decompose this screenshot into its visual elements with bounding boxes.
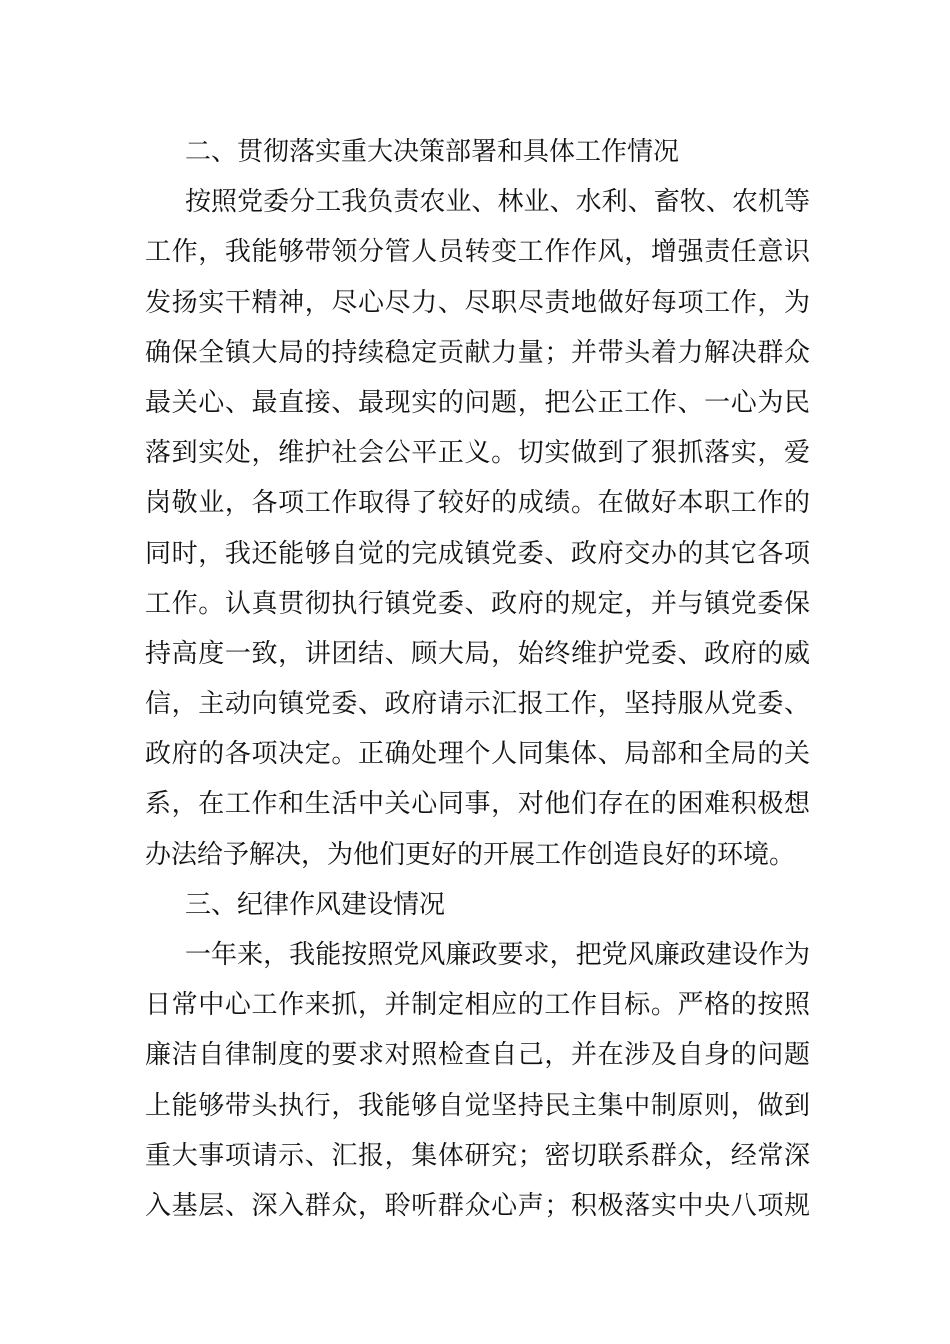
text-line: 信，主动向镇党委、政府请示汇报工作，坚持服从党委、 (145, 689, 810, 720)
text-line: 落到实处，维护社会公平正义。切实做到了狠抓落实，爱 (145, 438, 810, 469)
text-line: 最关心、最直接、最现实的问题，把公正工作、一心为民 (145, 387, 810, 418)
text-line: 同时，我还能够自觉的完成镇党委、政府交办的其它各项 (145, 538, 810, 569)
text-line: 入基层、深入群众，聆听群众心声；积极落实中央八项规 (145, 1190, 810, 1221)
text-line: 廉洁自律制度的要求对照检查自己，并在涉及自身的问题 (145, 1040, 810, 1071)
text-line: 工作。认真贯彻执行镇党委、政府的规定，并与镇党委保 (145, 588, 810, 619)
text-line: 确保全镇大局的持续稳定贡献力量；并带头着力解决群众 (145, 337, 810, 368)
text-line: 上能够带头执行，我能够自觉坚持民主集中制原则，做到 (145, 1090, 810, 1121)
text-line: 二、贯彻落实重大决策部署和具体工作情况 (185, 137, 680, 167)
text-line: 发扬实干精神，尽心尽力、尽职尽责地做好每项工作，为 (145, 287, 810, 318)
text-line: 按照党委分工我负责农业、林业、水利、畜牧、农机等 (185, 187, 810, 218)
text-line: 重大事项请示、汇报，集体研究；密切联系群众，经常深 (145, 1140, 810, 1171)
text-line: 系，在工作和生活中关心同事，对他们存在的困难积极想 (145, 789, 810, 820)
text-line: 岗敬业，各项工作取得了较好的成绩。在做好本职工作的 (145, 488, 810, 519)
text-line: 政府的各项决定。正确处理个人同集体、局部和全局的关 (145, 739, 810, 770)
text-line: 三、纪律作风建设情况 (185, 889, 446, 920)
text-line: 工作，我能够带领分管人员转变工作作风，增强责任意识 (145, 237, 810, 268)
text-line: 持高度一致，讲团结、顾大局，始终维护党委、政府的威 (145, 638, 810, 669)
text-line: 日常中心工作来抓，并制定相应的工作目标。严格的按照 (145, 990, 810, 1021)
text-line: 办法给予解决，为他们更好的开展工作创造良好的环境。 (145, 839, 796, 870)
document-body (145, 127, 810, 1231)
text-line: 一年来，我能按照党风廉政要求，把党风廉政建设作为 (185, 940, 810, 970)
